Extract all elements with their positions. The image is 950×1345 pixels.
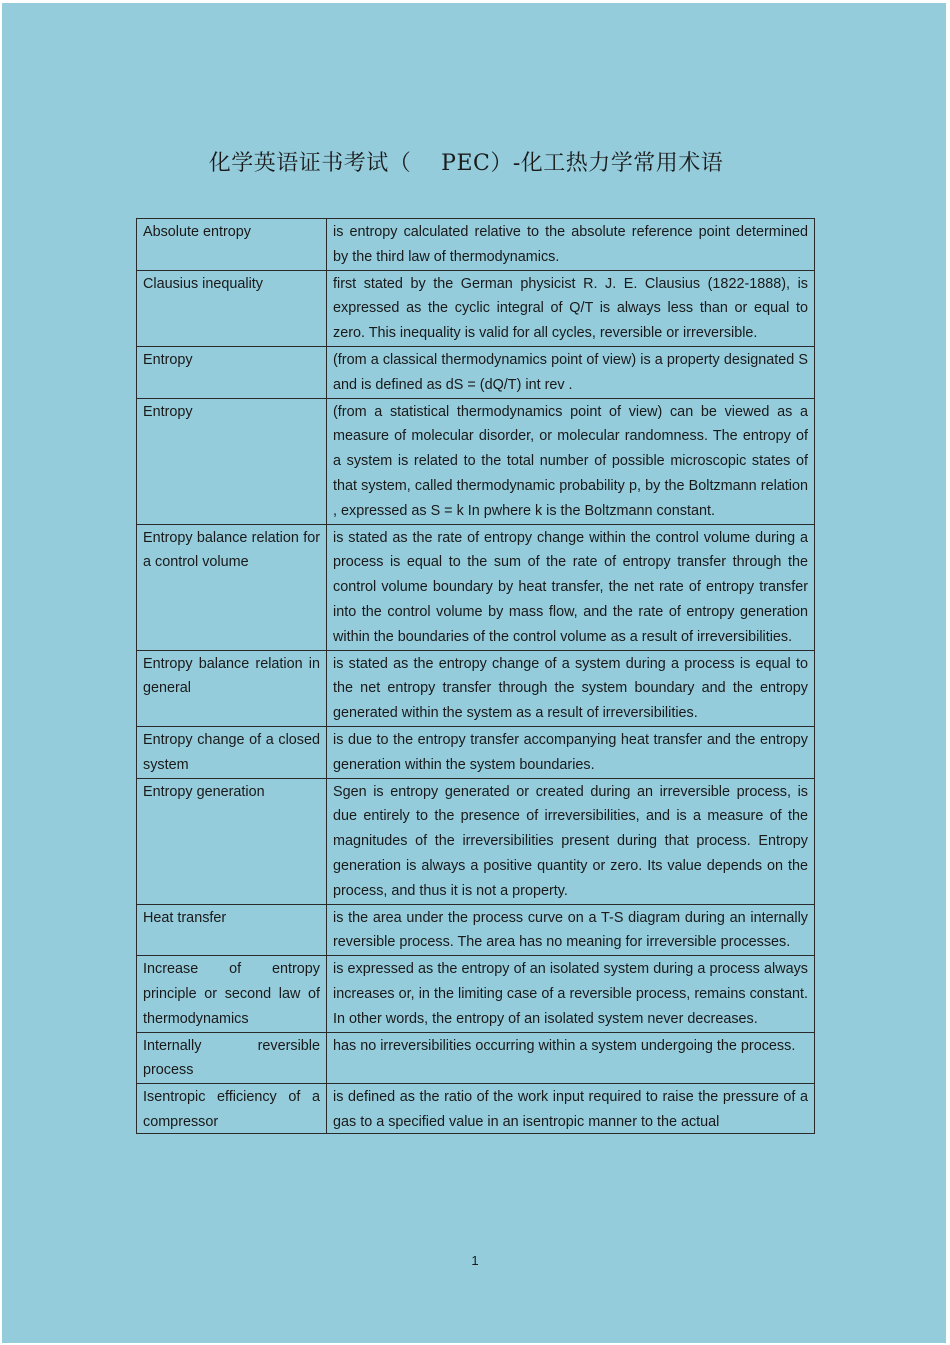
definition-cell: is stated as the rate of entropy change within the control volume during a process is equal to the sum of the rate of entropy transfer through the control volume boundary by heat transfer, the net rate of entropy transfer into the control volume by mass flow, and the rate of entropy generation within the boundaries of the control volume as a result of irreversibilities.	[327, 524, 815, 650]
page-number: 1	[471, 1253, 479, 1268]
glossary-table	[136, 218, 815, 1134]
document-page	[2, 3, 946, 1343]
table-row	[137, 778, 815, 904]
table-row	[137, 1084, 815, 1134]
term-text: Isentropic efficiency of a compressor	[143, 1089, 320, 1130]
definition-cell: (from a classical thermodynamics point of view) is a property designated S and is defined as dS = (dQ/T) int rev .	[327, 346, 815, 398]
definition-cell: is due to the entropy transfer accompanying heat transfer and the entropy generation within the system boundaries.	[327, 726, 815, 778]
term-cell: Absolute entropy	[137, 219, 327, 271]
definition-cell: is entropy calculated relative to the absolute reference point determined by the third law of thermodynamics.	[327, 219, 815, 271]
definition-cell: has no irreversibilities occurring within a system undergoing the process.	[327, 1032, 815, 1084]
term-cell: Entropy	[137, 346, 327, 398]
term-cell: Entropy change of a closed system	[137, 726, 327, 778]
table-row	[137, 219, 815, 271]
definition-cell: is expressed as the entropy of an isolated system during a process always increases or, in the limiting case of a reversible process, remains constant. In other words, the entropy of an isolated system never decreases.	[327, 956, 815, 1032]
term-cell: Heat transfer	[137, 904, 327, 956]
term-cell: Entropy balance relation in general	[137, 650, 327, 726]
table-row	[137, 346, 815, 398]
definition-cell: first stated by the German physicist R. J. E. Clausius (1822-1888), is expressed as the cyclic integral of Q/T is always less than or equal to zero. This inequality is valid for all cycles, reversible or irreversible.	[327, 270, 815, 346]
table-row	[137, 650, 815, 726]
table-row	[137, 904, 815, 956]
term-cell: Clausius inequality	[137, 270, 327, 346]
table-row	[137, 726, 815, 778]
definition-cell: (from a statistical thermodynamics point of view) can be viewed as a measure of molecular disorder, or molecular randomness. The entropy of a system is related to the total number of possible microscopic states of that system, called thermodynamic probability p, by the Boltzmann relation , expressed as S = k In pwhere k is the Boltzmann constant.	[327, 398, 815, 524]
term-cell: Internally reversible process	[137, 1032, 327, 1084]
table-row	[137, 398, 815, 524]
table-row	[137, 956, 815, 1032]
definition-cell: Sgen is entropy generated or created during an irreversible process, is due entirely to the presence of irreversibilities, and is a measure of the magnitudes of the irreversibilities present during that process. Entropy generation is always a positive quantity or zero. Its value depends on the process, and thus it is not a property.	[327, 778, 815, 904]
table-row	[137, 270, 815, 346]
table-row	[137, 524, 815, 650]
term-cell: Increase of entropy principle or second law of thermodynamics	[137, 956, 327, 1032]
page-title: 化学英语证书考试（ PEC）-化工热力学常用术语	[208, 151, 724, 176]
definition-cell: is the area under the process curve on a T-S diagram during an internally reversible process. The area has no meaning for irreversible processes.	[327, 904, 815, 956]
term-cell: Entropy generation	[137, 778, 327, 904]
term-cell	[137, 1084, 327, 1134]
definition-cell	[327, 1084, 815, 1134]
term-cell: Entropy balance relation for a control volume	[137, 524, 327, 650]
definition-cell: is stated as the entropy change of a system during a process is equal to the net entropy transfer through the system boundary and the entropy generated within the system as a result of irreversibilities.	[327, 650, 815, 726]
table-row	[137, 1032, 815, 1084]
definition-text-truncated: is defined as the ratio of the work input required to raise the pressure of a gas to a specified value in an isentropic manner to the actual	[333, 1089, 808, 1130]
term-cell: Entropy	[137, 398, 327, 524]
